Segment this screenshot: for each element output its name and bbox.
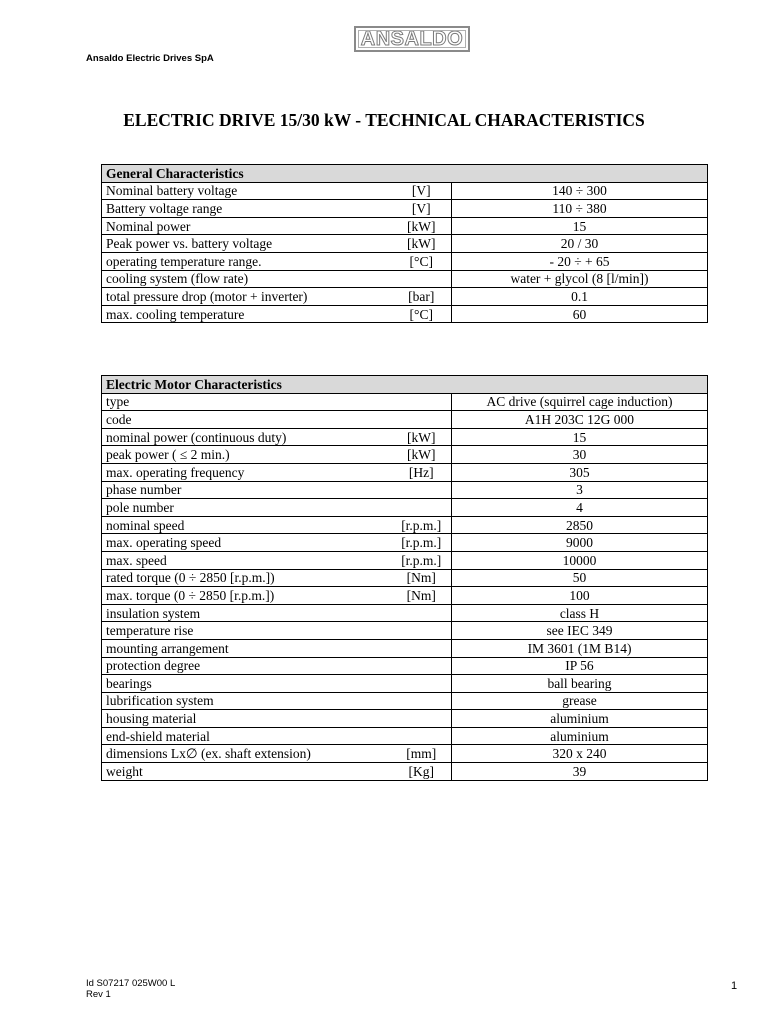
row-label: code [102, 411, 392, 429]
row-value: 2850 [452, 516, 708, 534]
row-label: max. operating speed [102, 534, 392, 552]
row-label: operating temperature range. [102, 252, 392, 270]
row-unit: [bar] [392, 288, 452, 306]
row-value: 20 / 30 [452, 235, 708, 253]
row-value: 320 x 240 [452, 745, 708, 763]
row-value: ball bearing [452, 675, 708, 693]
row-unit: [Nm] [392, 587, 452, 605]
row-value: 15 [452, 428, 708, 446]
document-id-text: Id S07217 025W00 L [86, 978, 176, 989]
row-label: nominal speed [102, 516, 392, 534]
table-row [102, 411, 708, 429]
row-unit [392, 675, 452, 693]
row-value: - 20 ÷ + 65 [452, 252, 708, 270]
row-value: 30 [452, 446, 708, 464]
row-value: IM 3601 (1M B14) [452, 639, 708, 657]
revision-text: Rev 1 [86, 989, 111, 1000]
ansaldo-logo: ANSALDO [354, 26, 470, 52]
motor-heading: Electric Motor Characteristics [102, 376, 708, 394]
row-label: phase number [102, 481, 392, 499]
row-label: max. operating frequency [102, 463, 392, 481]
table-row [102, 481, 708, 499]
row-value: aluminium [452, 710, 708, 728]
row-label: total pressure drop (motor + inverter) [102, 288, 392, 306]
row-unit: [r.p.m.] [392, 516, 452, 534]
row-unit: [kW] [392, 428, 452, 446]
table-row [102, 393, 708, 411]
row-value: IP 56 [452, 657, 708, 675]
row-value: class H [452, 604, 708, 622]
table-row [102, 446, 708, 464]
row-value: 3 [452, 481, 708, 499]
table-row [102, 622, 708, 640]
document-title: ELECTRIC DRIVE 15/30 kW - TECHNICAL CHARACTERISTICS [123, 110, 645, 130]
row-unit: [mm] [392, 745, 452, 763]
row-label: mounting arrangement [102, 639, 392, 657]
table-header-row [102, 165, 708, 183]
row-unit [392, 499, 452, 517]
row-unit [392, 727, 452, 745]
table-row [102, 305, 708, 323]
row-value: 50 [452, 569, 708, 587]
row-unit [392, 411, 452, 429]
table-row [102, 569, 708, 587]
row-unit [392, 639, 452, 657]
table-row [102, 516, 708, 534]
table-row [102, 692, 708, 710]
row-label: rated torque (0 ÷ 2850 [r.p.m.]) [102, 569, 392, 587]
row-label: insulation system [102, 604, 392, 622]
row-label: nominal power (continuous duty) [102, 428, 392, 446]
table-row [102, 200, 708, 218]
row-label: bearings [102, 675, 392, 693]
row-unit [392, 481, 452, 499]
row-unit: [Hz] [392, 463, 452, 481]
row-unit [392, 657, 452, 675]
table-row [102, 657, 708, 675]
row-label: max. speed [102, 551, 392, 569]
row-label: weight [102, 763, 392, 781]
table-row [102, 604, 708, 622]
row-label: type [102, 393, 392, 411]
table-row [102, 499, 708, 517]
company-name: Ansaldo Electric Drives SpA [86, 53, 214, 64]
row-label: housing material [102, 710, 392, 728]
row-unit: [kW] [392, 217, 452, 235]
row-unit [392, 710, 452, 728]
row-value: 9000 [452, 534, 708, 552]
row-value: AC drive (squirrel cage induction) [452, 393, 708, 411]
row-label: temperature rise [102, 622, 392, 640]
row-value: 140 ÷ 300 [452, 182, 708, 200]
table-row [102, 463, 708, 481]
row-label: protection degree [102, 657, 392, 675]
row-unit: [V] [392, 200, 452, 218]
row-value: grease [452, 692, 708, 710]
table-row [102, 763, 708, 781]
table-row [102, 235, 708, 253]
row-label: cooling system (flow rate) [102, 270, 392, 288]
electric-motor-characteristics-table [101, 375, 708, 781]
table-header-row [102, 376, 708, 394]
table-row [102, 217, 708, 235]
row-unit [392, 270, 452, 288]
row-value: 110 ÷ 380 [452, 200, 708, 218]
row-value: 305 [452, 463, 708, 481]
row-unit: [°C] [392, 305, 452, 323]
table-row [102, 639, 708, 657]
table-row [102, 252, 708, 270]
table-row [102, 551, 708, 569]
row-unit: [Kg] [392, 763, 452, 781]
row-label: pole number [102, 499, 392, 517]
row-value: 60 [452, 305, 708, 323]
row-label: Nominal power [102, 217, 392, 235]
row-value: 39 [452, 763, 708, 781]
row-unit [392, 692, 452, 710]
general-characteristics-table [101, 164, 708, 323]
table-row [102, 534, 708, 552]
row-label: Nominal battery voltage [102, 182, 392, 200]
row-label: Peak power vs. battery voltage [102, 235, 392, 253]
row-value: 10000 [452, 551, 708, 569]
row-unit: [V] [392, 182, 452, 200]
row-label: max. cooling temperature [102, 305, 392, 323]
row-unit: [r.p.m.] [392, 551, 452, 569]
table-row [102, 270, 708, 288]
row-unit [392, 622, 452, 640]
page-number: 1 [731, 980, 738, 992]
row-value: see IEC 349 [452, 622, 708, 640]
table-row [102, 428, 708, 446]
row-value: 100 [452, 587, 708, 605]
table-row [102, 675, 708, 693]
general-heading: General Characteristics [102, 165, 708, 183]
row-unit: [r.p.m.] [392, 534, 452, 552]
row-value: water + glycol (8 [l/min]) [452, 270, 708, 288]
row-unit [392, 393, 452, 411]
row-unit: [Nm] [392, 569, 452, 587]
row-value: A1H 203C 12G 000 [452, 411, 708, 429]
row-value: 15 [452, 217, 708, 235]
row-unit: [kW] [392, 446, 452, 464]
document-id [86, 978, 175, 1000]
table-row [102, 288, 708, 306]
row-value: 0.1 [452, 288, 708, 306]
row-label: dimensions Lx∅ (ex. shaft extension) [102, 745, 392, 763]
row-label: lubrification system [102, 692, 392, 710]
row-label: Battery voltage range [102, 200, 392, 218]
row-label: end-shield material [102, 727, 392, 745]
row-unit: [kW] [392, 235, 452, 253]
table-row [102, 727, 708, 745]
row-value: 4 [452, 499, 708, 517]
row-unit: [°C] [392, 252, 452, 270]
row-label: max. torque (0 ÷ 2850 [r.p.m.]) [102, 587, 392, 605]
table-row [102, 745, 708, 763]
table-row [102, 587, 708, 605]
table-row [102, 710, 708, 728]
row-unit [392, 604, 452, 622]
row-value: aluminium [452, 727, 708, 745]
row-label: peak power ( ≤ 2 min.) [102, 446, 392, 464]
table-row [102, 182, 708, 200]
